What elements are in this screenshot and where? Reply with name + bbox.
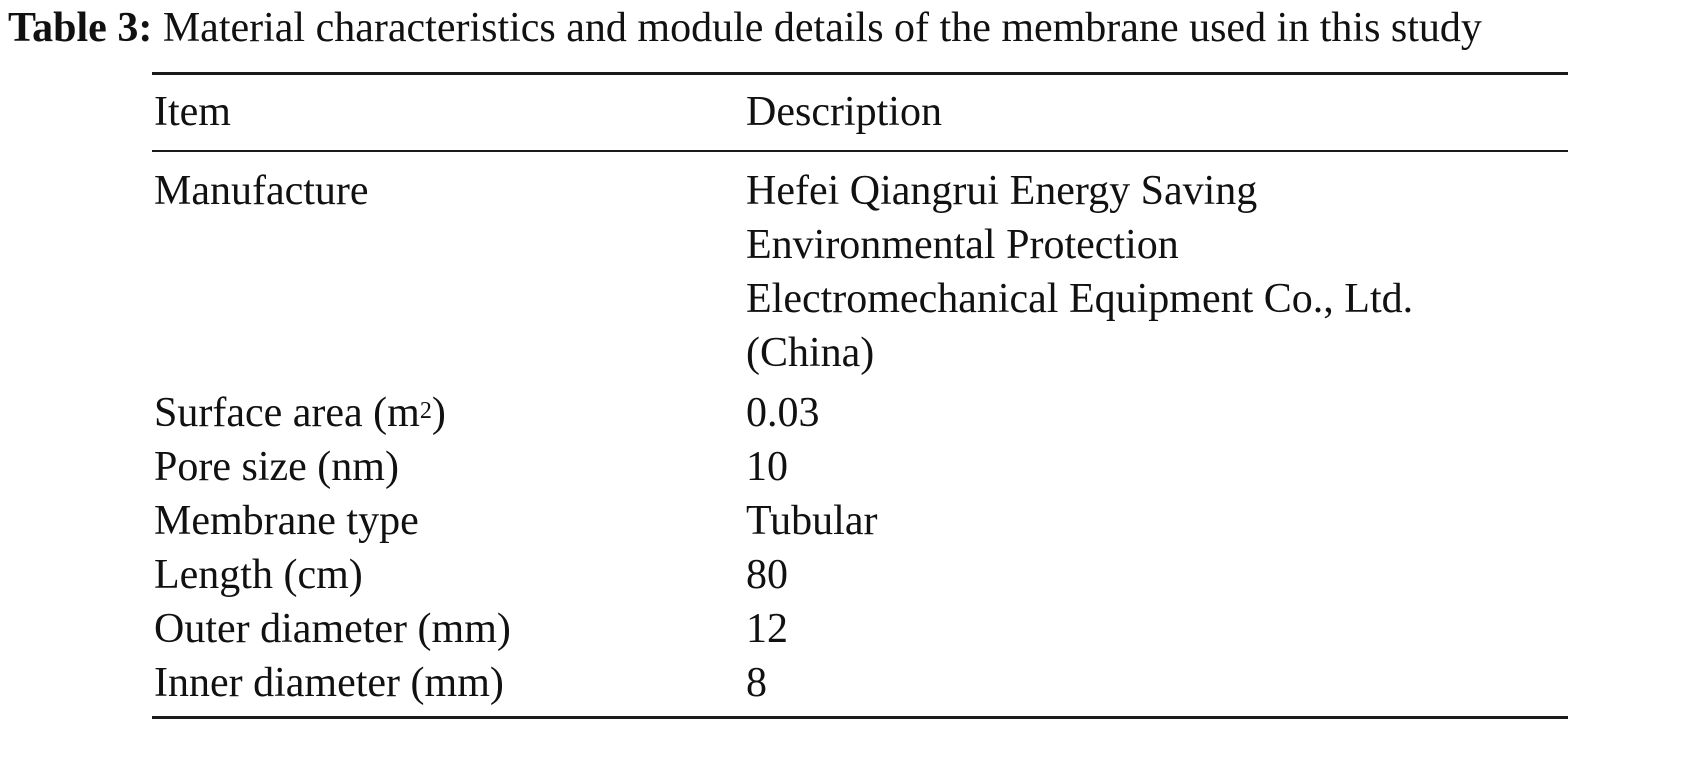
table-row [152, 602, 1568, 656]
row-item [152, 440, 746, 494]
row-item-text: Inner diameter (mm) [154, 660, 504, 706]
row-description: Tubular [746, 498, 878, 544]
row-description: 80 [746, 552, 788, 598]
bottom-rule [152, 716, 1568, 719]
table-row [152, 548, 1568, 602]
row-item [152, 602, 746, 656]
table-row [152, 494, 1568, 548]
caption-text: Material characteristics and module details of the membrane used in this study [162, 5, 1482, 51]
row-item [152, 548, 746, 602]
table-header-row [152, 75, 1568, 150]
data-table [152, 72, 1568, 719]
row-description: 8 [746, 660, 767, 706]
row-item-text: Manufacture [154, 168, 369, 214]
table-row [152, 164, 1568, 380]
row-item-tail: ) [431, 390, 446, 436]
row-item [152, 164, 746, 380]
header-rule [152, 150, 1568, 153]
row-description: 10 [746, 444, 788, 490]
row-item-text: Pore size (nm) [154, 444, 399, 490]
table-caption [8, 4, 1482, 52]
row-description: 12 [746, 606, 788, 652]
row-description: Hefei Qiangrui Energy Saving Environmental Protection Electromechanical Equipment Co., Ltd. (China) [746, 168, 1414, 376]
row-item-text: Surface area (m [154, 390, 420, 436]
row-item-text: Length (cm) [154, 552, 363, 598]
row-item-text: Membrane type [154, 498, 419, 544]
row-item [152, 386, 746, 440]
header-item: Item [154, 89, 231, 135]
table-row [152, 440, 1568, 494]
row-item [152, 656, 746, 710]
header-description: Description [746, 89, 942, 135]
table-row [152, 656, 1568, 710]
row-item [152, 494, 746, 548]
row-item-text: Outer diameter (mm) [154, 606, 511, 652]
table-row [152, 386, 1568, 440]
caption-label: Table 3: [8, 5, 153, 51]
row-description: 0.03 [746, 390, 820, 436]
row-item-superscript: 2 [419, 398, 432, 424]
